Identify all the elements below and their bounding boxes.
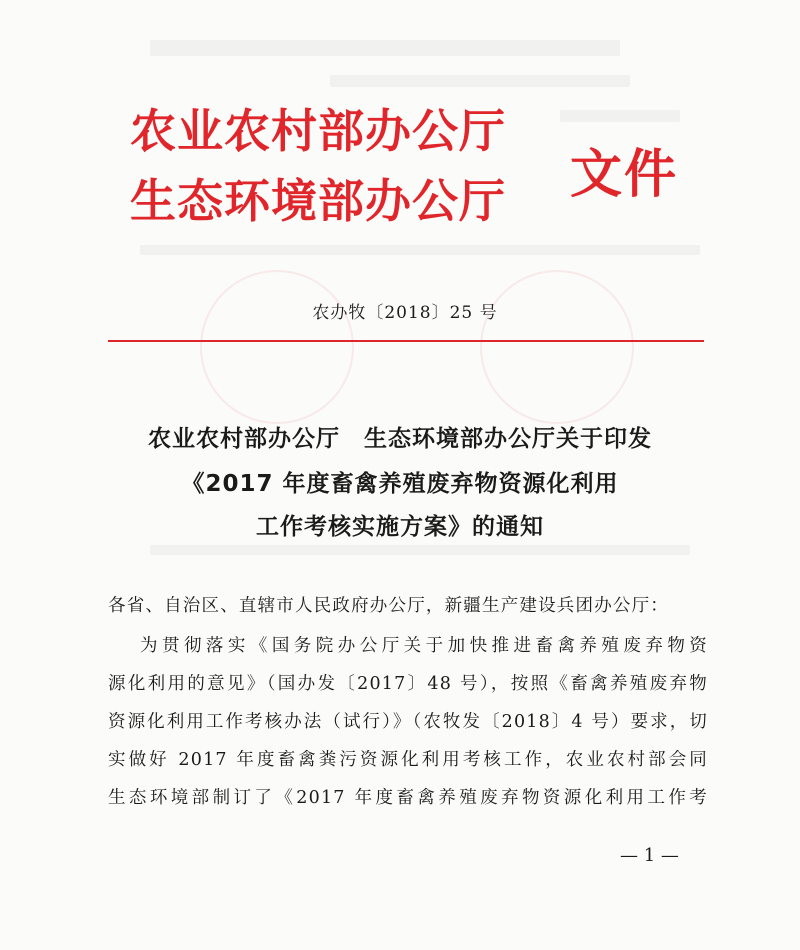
body-text-line: 实做好 2017 年度畜禽粪污资源化利用考核工作，农业农村部会同 [108, 750, 708, 770]
body-text-line: 为贯彻落实《国务院办公厅关于加快推进畜禽养殖废弃物资 [140, 636, 708, 656]
bleed-through-mark [150, 545, 690, 555]
bleed-through-mark [560, 110, 680, 122]
bleed-through-seal [480, 270, 634, 424]
notice-title-line-2: 《2017 年度畜禽养殖废弃物资源化利用 [181, 471, 619, 497]
bleed-through-seal [200, 270, 354, 424]
issuing-org-line-1: 农业农村部办公厅 [130, 104, 506, 158]
page-number: — 1 — [620, 845, 679, 866]
bleed-through-mark [330, 75, 630, 87]
addressee-line: 各省、自治区、直辖市人民政府办公厅，新疆生产建设兵团办公厅： [108, 596, 669, 616]
bleed-through-mark [140, 245, 700, 255]
bleed-through-mark [150, 40, 620, 56]
body-text-line: 源化利用的意见》（国办发〔2017〕48 号），按照《畜禽养殖废弃物 [108, 674, 708, 694]
notice-title-line-3: 工作考核实施方案》的通知 [256, 514, 544, 540]
issuing-org-line-2: 生态环境部办公厅 [130, 174, 506, 228]
body-text-line: 资源化利用工作考核办法（试行）》（农牧发〔2018〕4 号）要求，切 [108, 712, 708, 732]
red-divider-line [108, 340, 704, 342]
document-label: 文件 [570, 145, 679, 205]
document-number: 农办牧〔2018〕25 号 [312, 303, 498, 323]
notice-title-line-1: 农业农村部办公厅 生态环境部办公厅关于印发 [148, 426, 652, 452]
body-text-line: 生态环境部制订了《2017 年度畜禽养殖废弃物资源化利用工作考 [108, 788, 708, 808]
